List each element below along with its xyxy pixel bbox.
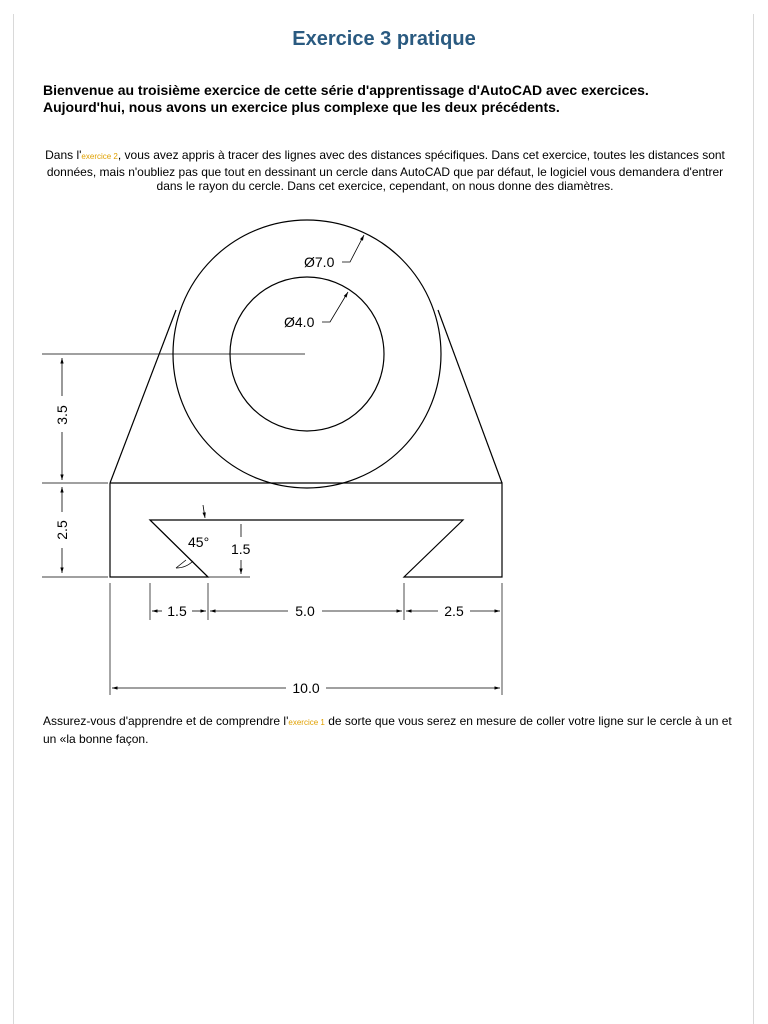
height-top-label: 3.5: [54, 405, 70, 425]
dim-right-label: 2.5: [444, 603, 464, 619]
para1-before: Dans l': [45, 148, 82, 162]
exercice-2-link[interactable]: exercice 2: [81, 152, 118, 161]
notch-depth-label: 1.5: [231, 541, 251, 557]
exercice-1-link[interactable]: exercice 1: [288, 718, 325, 727]
dim-left-label: 1.5: [167, 603, 187, 619]
right-tangent-line: [438, 310, 502, 483]
inner-diameter-label: Ø4.0: [284, 314, 315, 330]
dim-middle-label: 5.0: [295, 603, 315, 619]
left-tangent-line: [110, 310, 176, 483]
base-outline: [110, 483, 502, 577]
dim-total-label: 10.0: [292, 680, 320, 696]
para2-before: Assurez-vous d'apprendre et de comprendre l': [43, 714, 289, 728]
closing-paragraph: [43, 713, 733, 747]
outer-diameter-label: Ø7.0: [304, 254, 335, 270]
intro-line-2: Aujourd'hui, nous avons un exercice plus complexe que les deux précédents.: [43, 99, 560, 115]
para1-after: , vous avez appris à tracer des lignes avec des distances spécifiques. Dans cet exercice, toutes les distances sont données, mais n'oubliez pas que tout en dessinant un cercle dans AutoCAD que par défaut, le logiciel vous demandera d'entrer dans le rayon du cercle. Dans cet exercice, cependant, on nous donne des diamètres.: [46, 148, 725, 194]
intro-line-1: Bienvenue au troisième exercice de cette série d'apprentissage d'AutoCAD avec exercices.: [43, 82, 649, 98]
para2-after: de sorte que vous serez en mesure de coller votre ligne sur le cercle à un et un «la bonne façon.: [43, 714, 732, 746]
angle-label: 45°: [188, 534, 210, 550]
height-bottom-label: 2.5: [54, 520, 70, 540]
page-title: Exercice 3 pratique: [292, 28, 476, 50]
